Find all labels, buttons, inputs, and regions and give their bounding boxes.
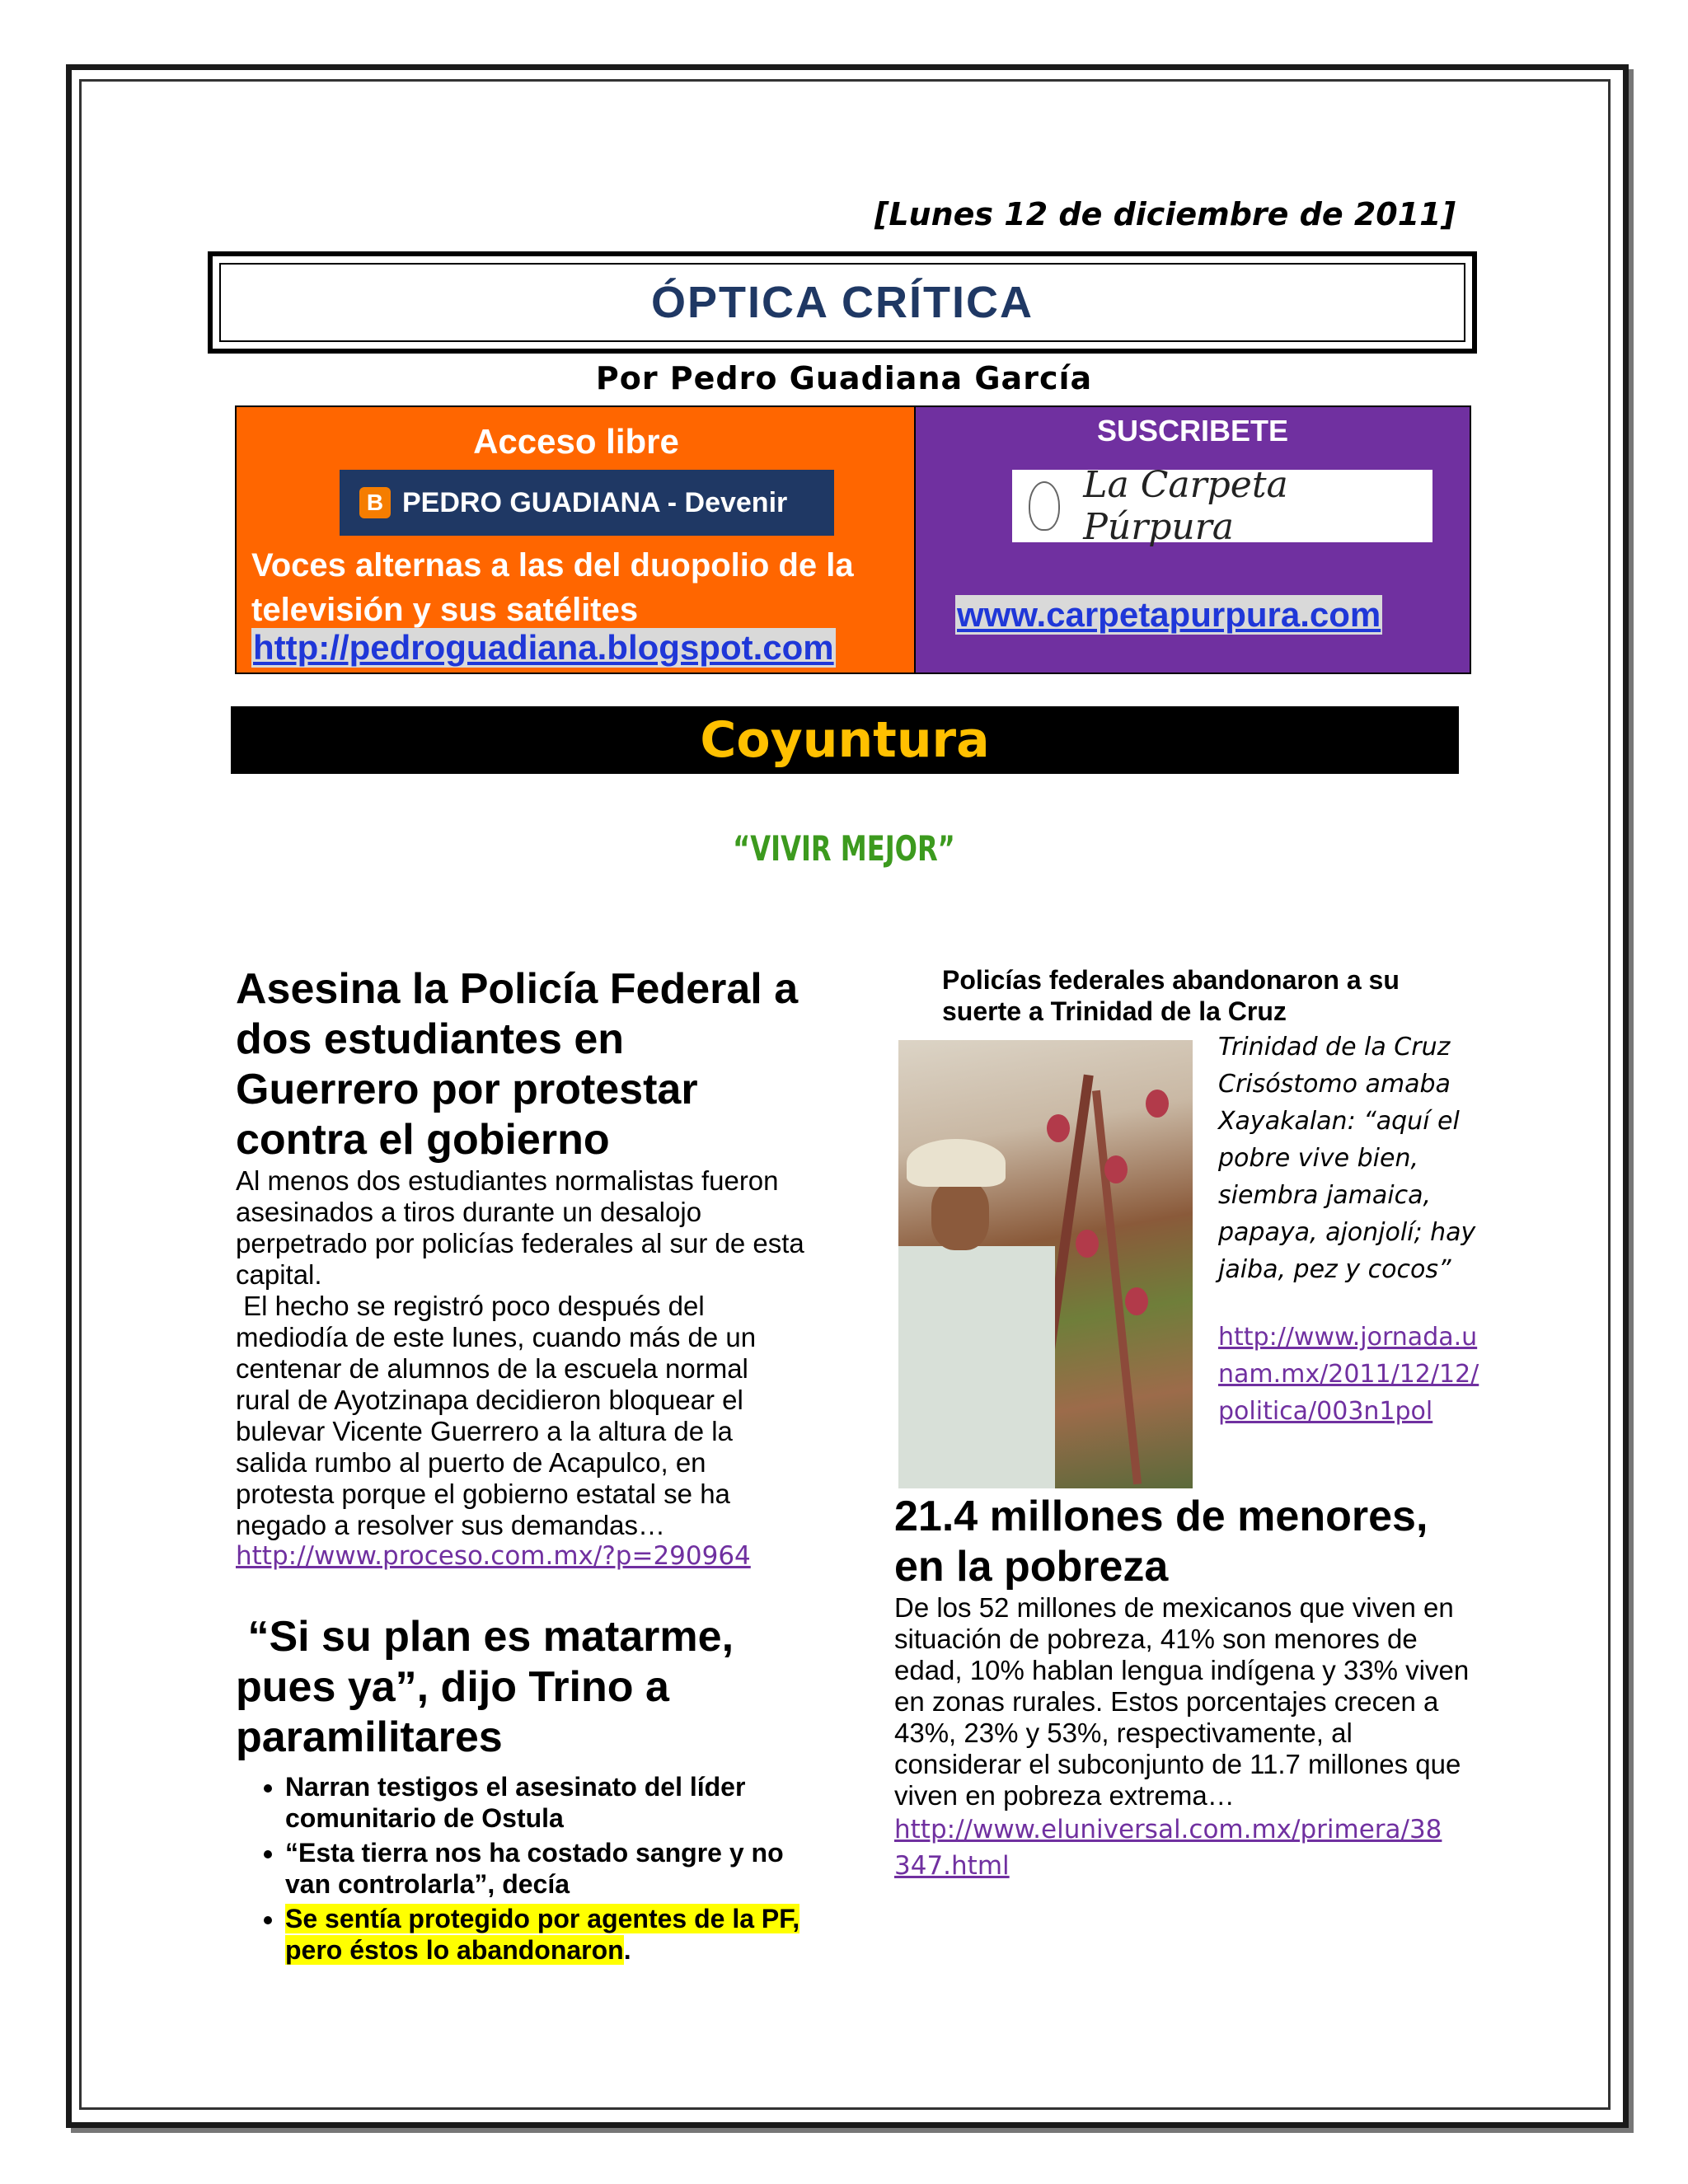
highlighted-text: Se sentía protegido por agentes de la PF, pero éstos lo abandonaron [285,1904,800,1965]
article-4-body: De los 52 millones de mexicanos que viven en situación de pobreza, 41% son menores de edad, 10% hablan lengua indígena y 33% viven en zonas rurales. Estos porcentajes crecen a 43%, 23% y 53%, respectivamente, al considerar el subconjunto de 11.7 millones que viven en pobreza extrema… [894,1592,1470,1811]
blog-badge-label: PEDRO GUADIANA - Devenir [402,486,788,518]
article-4-link[interactable]: http://www.eluniversal.com.mx/primera/38347.html [894,1815,1442,1881]
article-3-photo [898,1040,1193,1488]
blog-badge[interactable] [340,470,834,536]
byline: Por Pedro Guadiana García [595,360,1093,396]
article-2-headline: “Si su plan es matarme, pues ya”, dijo Trino a paramilitares [236,1613,746,1761]
section-banner [231,706,1459,774]
page-title: ÓPTICA CRÍTICA [651,278,1034,327]
right-column [894,964,1479,1884]
blog-link[interactable]: http://pedroguadiana.blogspot.com [253,628,834,667]
article-1-headline: Asesina la Policía Federal a dos estudiantes en Guerrero por protestar contra el gobierno [236,965,799,1164]
promo-banner [235,405,1471,674]
carpeta-logo-text: La Carpeta Púrpura [1083,464,1288,548]
left-column [236,964,804,1969]
promo-free-access [237,407,916,673]
article-1-paragraph-1: Al menos dos estudiantes normalistas fueron asesinados a tiros durante un desalojo perpetrado por policías federales al sur de esta capital. [236,1165,804,1290]
list-item: • “Esta tierra nos ha costado sangre y no van controlarla”, decía [285,1837,804,1900]
article-1-link[interactable]: http://www.proceso.com.mx/?p=290964 [236,1541,751,1571]
carpeta-link[interactable]: www.carpetapurpura.com [957,595,1381,634]
article-1-paragraph-2: El hecho se registró poco después del mediodía de este lunes, cuando más de un centenar de alumnos de la escuela normal rural de Ayotzinapa decidieron bloquear el bulevar Vicente Guerrero a la altura de la salida rumbo al puerto de Acapulco, en protesta porque el gobierno estatal se ha negado a resolver sus demandas… [236,1291,764,1540]
list-item: • Narran testigos el asesinato del líder comunitario de Ostula [285,1771,804,1834]
article-4-headline: 21.4 millones de menores, en la pobreza [894,1493,1428,1591]
article-3-link[interactable]: http://www.jornada.unam.mx/2011/12/12/politica/003n1pol [1218,1323,1479,1426]
carpeta-purpura-logo[interactable] [1012,464,1432,548]
list-item: • Se sentía protegido por agentes de la PF, pero éstos lo abandonaron. [285,1903,804,1966]
subscribe-heading: SUSCRIBETE [1096,414,1289,448]
blog-tagline: Voces alternas a las del duopolio de la televisión y sus satélites [251,547,854,628]
blogger-icon: B [359,487,391,518]
promo-subscribe [916,407,1470,673]
section-title: Coyuntura [700,711,990,769]
article-3-headline: Policías federales abandonaron a su suerte a Trinidad de la Cruz [942,965,1400,1026]
article-3-quote: Trinidad de la Cruz Crisóstomo amaba Xayakalan: “aquí el pobre vive bien, siembra jamaica, papaya, ajonjolí; hay jaiba, pez y cocos” [1218,1033,1476,1284]
section-subtitle: “VIVIR MEJOR” [733,828,955,869]
article-2-bullets [236,1771,804,1966]
shell-icon [1029,481,1060,531]
issue-date: [Lunes 12 de diciembre de 2011] [874,196,1456,232]
free-access-heading: Acceso libre [473,422,679,461]
title-box [208,251,1477,354]
